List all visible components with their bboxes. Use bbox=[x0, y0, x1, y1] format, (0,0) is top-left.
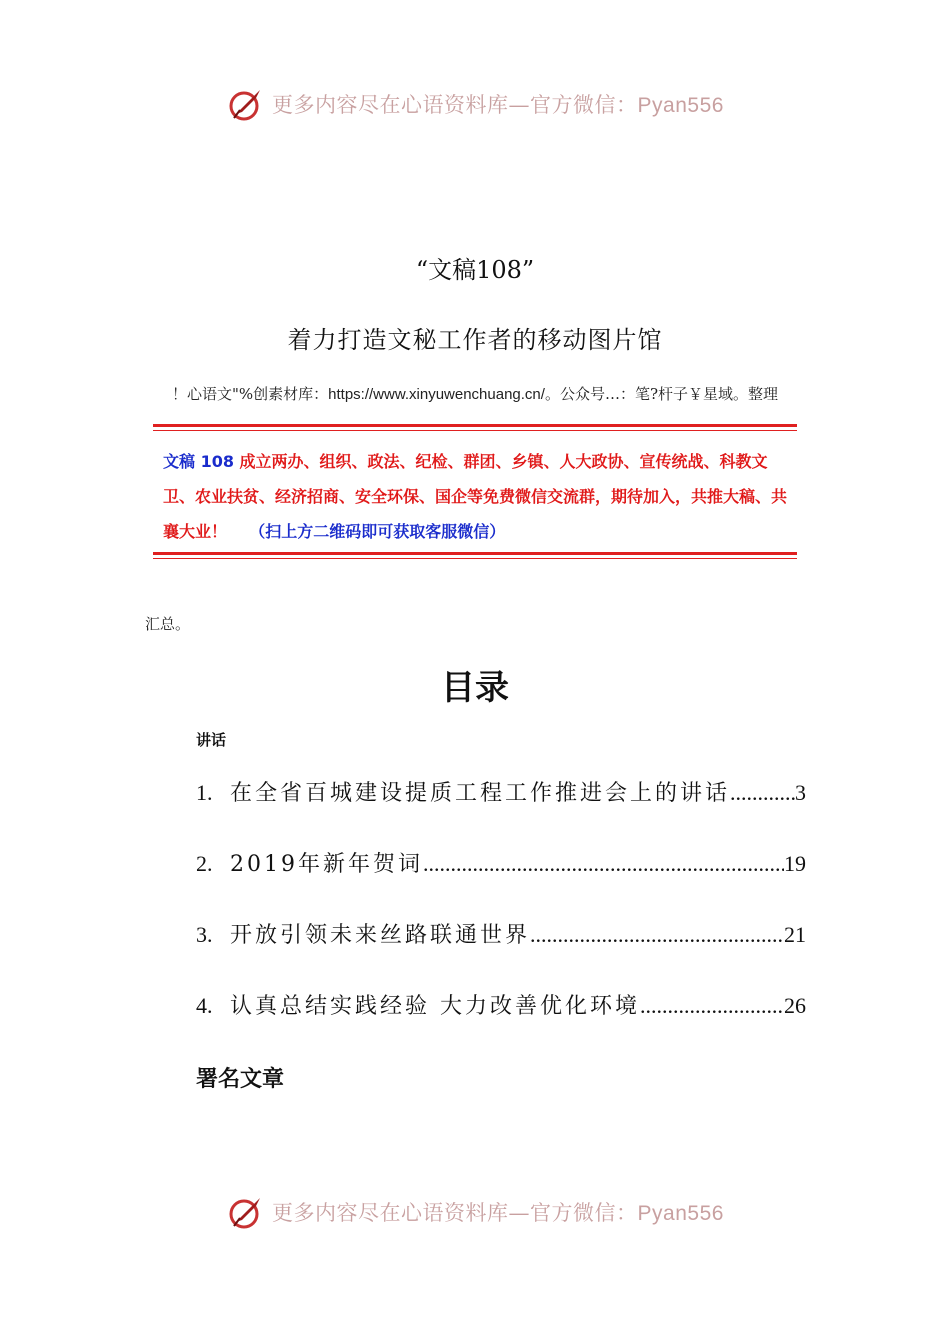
toc-entry-number: 4. bbox=[196, 993, 213, 1018]
section-speech: 讲话 bbox=[196, 731, 227, 749]
toc-entry-number: 2. bbox=[196, 851, 213, 876]
toc-entry[interactable] bbox=[196, 989, 806, 1060]
doc-subtitle: 着力打造文秘工作者的移动图片馆 bbox=[287, 326, 663, 354]
toc-entry-title: 2019年新年贺词 bbox=[230, 852, 423, 877]
toc-entry-number: 3. bbox=[196, 922, 213, 947]
toc-entry[interactable] bbox=[196, 918, 806, 989]
source-url[interactable]: https://www.xinyuwenchuang.cn/ bbox=[328, 386, 545, 403]
toc-entry-title: 在全省百城建设提质工程工作推进会上的讲话 bbox=[230, 781, 731, 806]
promo-rule-top bbox=[153, 424, 797, 427]
watermark-top bbox=[0, 82, 950, 126]
promo-rule-bottom-thin bbox=[153, 558, 797, 559]
toc-leader-dots bbox=[530, 922, 784, 948]
summary-text: 汇总。 bbox=[145, 615, 191, 633]
watermark-text: 更多内容尽在心语资料库—官方微信：Pyan556 bbox=[272, 1201, 724, 1225]
toc-entry-page: 19 bbox=[784, 851, 806, 876]
toc-leader-dots bbox=[423, 851, 784, 877]
watermark-bottom bbox=[0, 1190, 950, 1234]
promo-note: （扫上方二维码即可获取客服微信） bbox=[249, 522, 506, 541]
watermark-text: 更多内容尽在心语资料库—官方微信：Pyan556 bbox=[272, 93, 724, 117]
toc-heading: 目录 bbox=[441, 668, 509, 708]
promo-text bbox=[163, 444, 791, 549]
toc-entry-title: 认真总结实践经验 大力改善优化环境 bbox=[230, 994, 640, 1019]
quill-logo-icon bbox=[226, 1192, 266, 1232]
source-suffix: 。公众号…：笔?杆子￥星域。整理 bbox=[544, 385, 778, 403]
quill-logo-icon bbox=[226, 84, 266, 124]
watermark-wechat-id: Pyan556 bbox=[637, 1202, 724, 1225]
toc-entry[interactable] bbox=[196, 776, 806, 847]
toc-entry-page: 3 bbox=[795, 780, 806, 805]
promo-body: 成立两办、组织、政法、纪检、群团、乡镇、人大政协、宣传统战、科教文卫、农业扶贫、经济招商、安全环保、国企等免费微信交流群，期待加入，共推大稿、共襄大业！ bbox=[163, 452, 788, 541]
toc-entry-page: 26 bbox=[784, 993, 806, 1018]
promo-lead: 文稿 108 bbox=[163, 452, 240, 471]
promo-box bbox=[153, 424, 797, 562]
promo-rule-bottom bbox=[153, 552, 797, 555]
source-prefix: ！心语文"%创素材库： bbox=[172, 385, 329, 403]
toc-entry-page: 21 bbox=[784, 922, 806, 947]
section-signed-articles: 署名文章 bbox=[196, 1067, 285, 1092]
toc-leader-dots bbox=[730, 780, 795, 806]
source-line bbox=[0, 383, 950, 404]
doc-title: “文稿108” bbox=[415, 256, 535, 284]
toc-entry[interactable] bbox=[196, 847, 806, 918]
toc-list bbox=[196, 776, 806, 1060]
promo-rule-top-thin bbox=[153, 430, 797, 431]
toc-entry-number: 1. bbox=[196, 780, 213, 805]
toc-leader-dots bbox=[640, 993, 784, 1019]
watermark-wechat-id: Pyan556 bbox=[637, 94, 724, 117]
toc-entry-title: 开放引领未来丝路联通世界 bbox=[230, 923, 531, 948]
